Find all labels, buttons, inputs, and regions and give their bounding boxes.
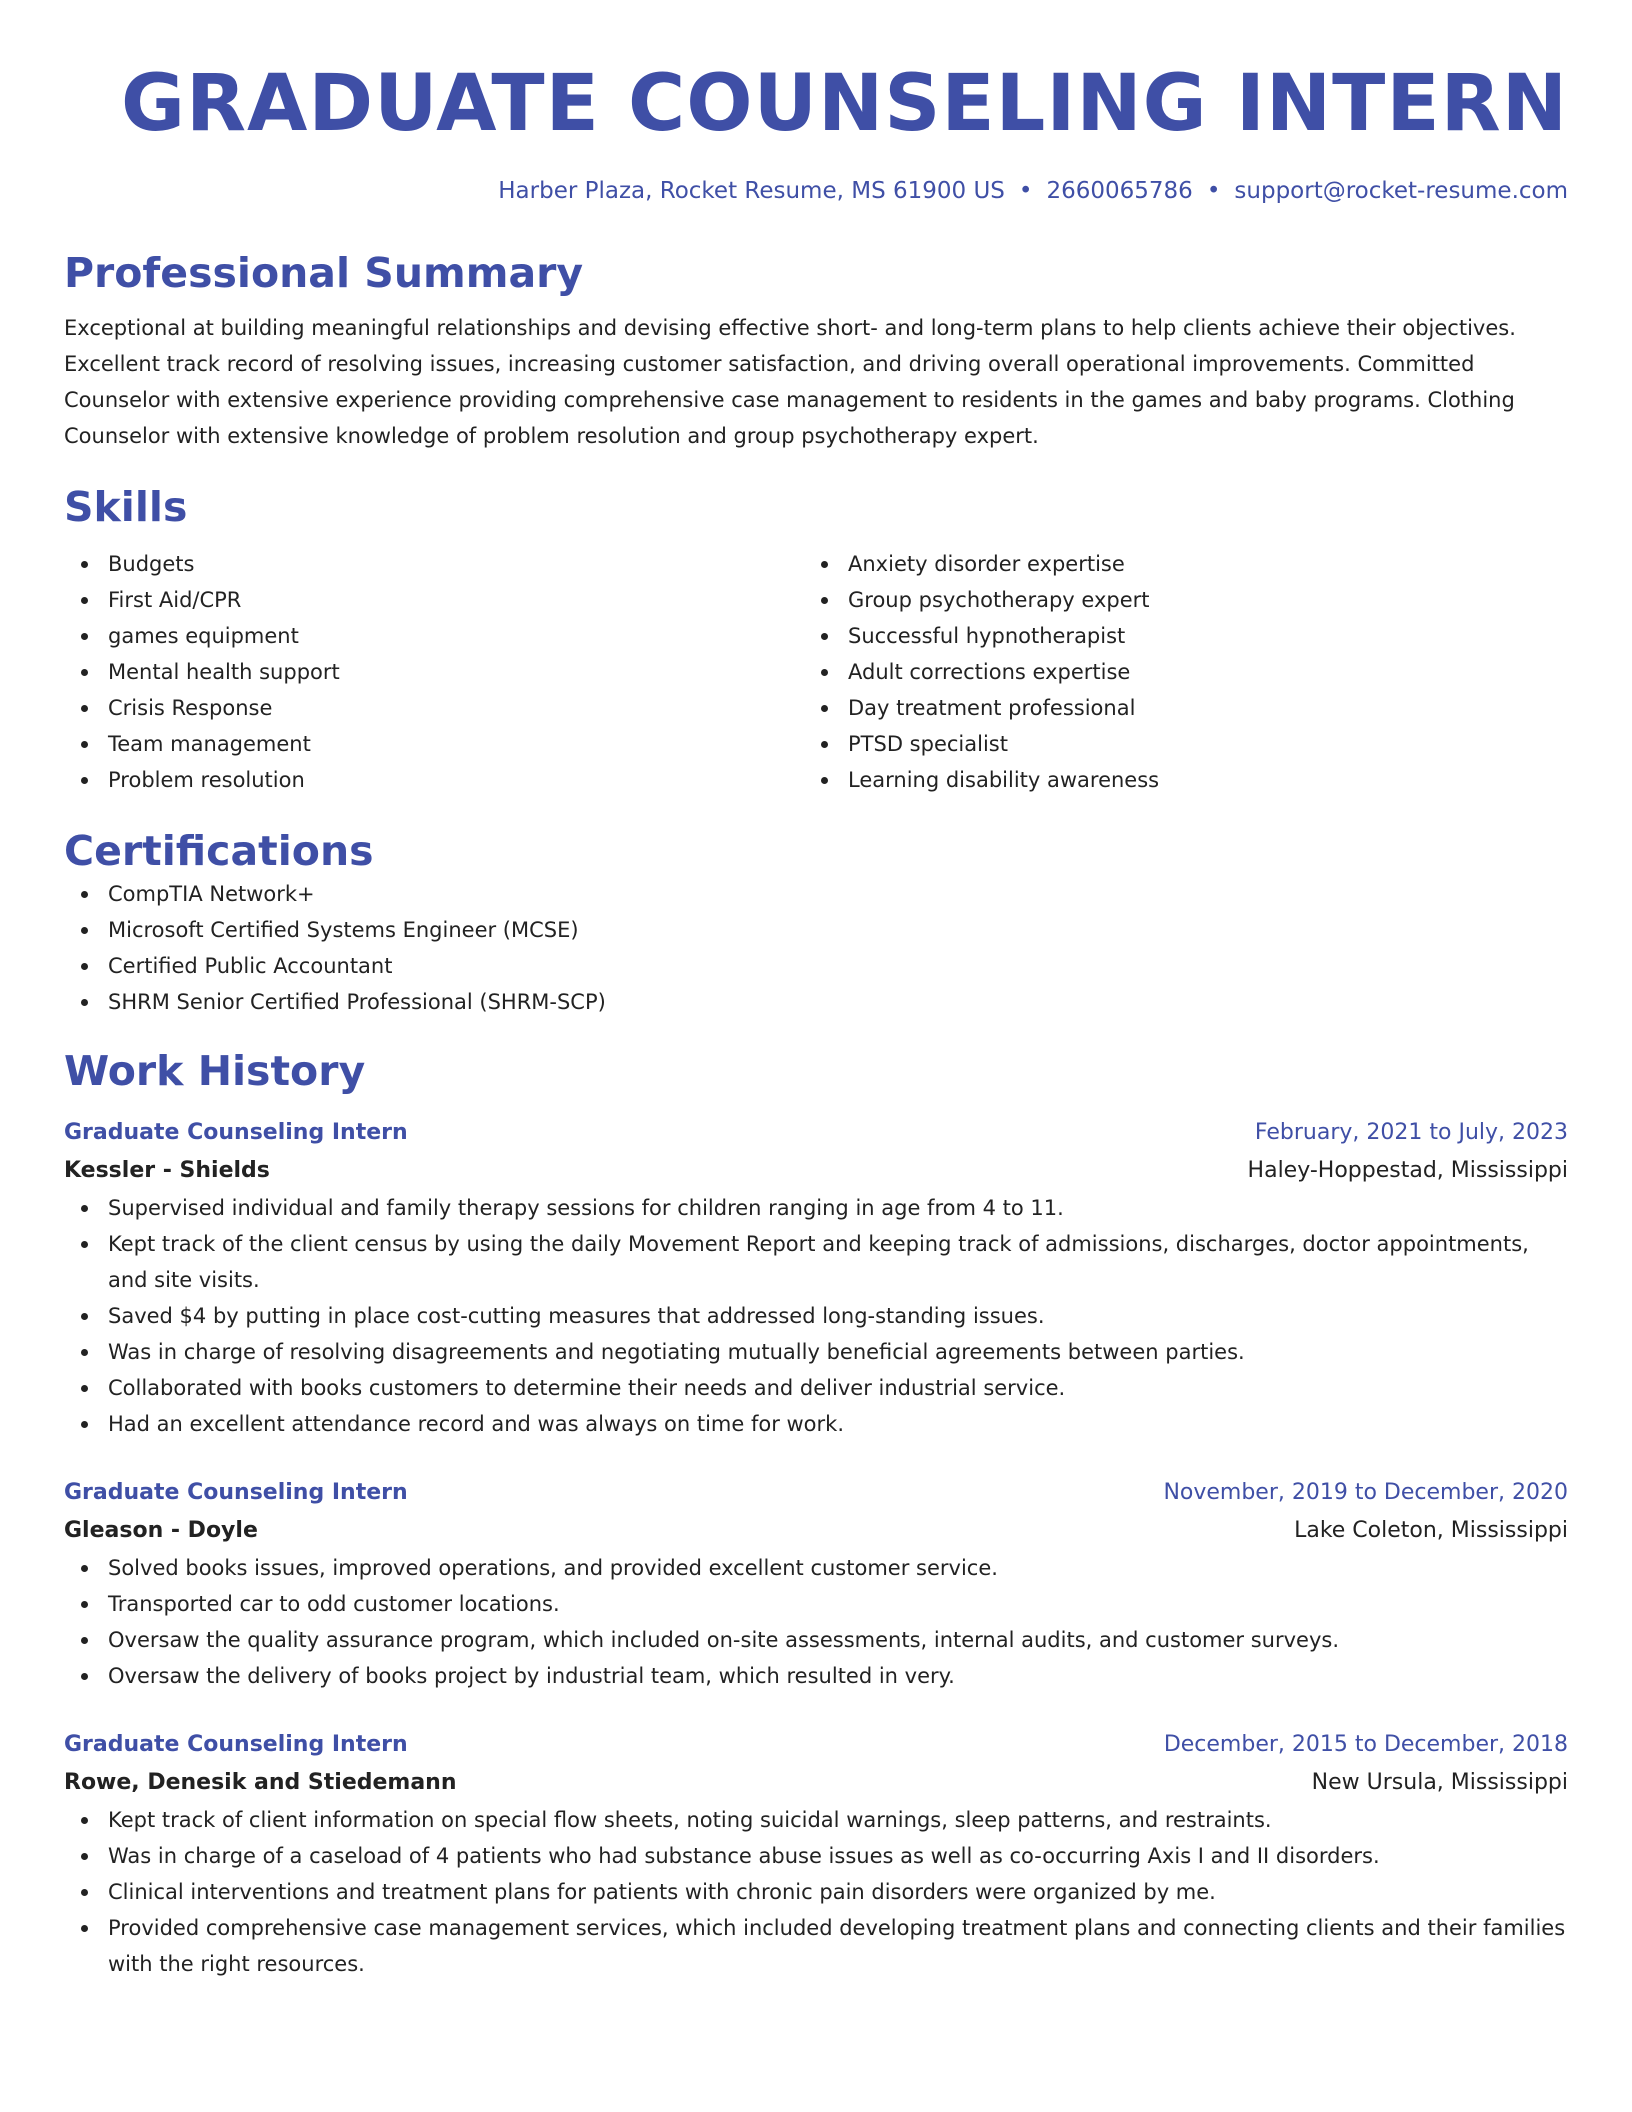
- contact-phone: 2660065786: [1046, 178, 1193, 204]
- skill-item: games equipment: [64, 618, 804, 654]
- skills-list-right: [804, 546, 1544, 798]
- job-duty: Had an excellent attendance record and was always on time for work.: [64, 1406, 1568, 1442]
- job-header-row: [64, 1726, 1568, 1764]
- skill-item: PTSD specialist: [804, 726, 1544, 762]
- job-duty: Oversaw the delivery of books project by industrial team, which resulted in very.: [64, 1658, 1568, 1694]
- work-history-heading: Work History: [64, 1047, 366, 1095]
- summary-heading: Professional Summary: [64, 249, 584, 297]
- contact-email: support@rocket-resume.com: [1234, 178, 1568, 204]
- skill-item: Successful hypnotherapist: [804, 618, 1544, 654]
- certification-item: SHRM Senior Certified Professional (SHRM-SCP): [64, 984, 1568, 1020]
- skill-item: Team management: [64, 726, 804, 762]
- skill-item: Problem resolution: [64, 762, 804, 798]
- job-company: Rowe, Denesik and Stiedemann: [64, 1770, 457, 1795]
- job-duty: Transported car to odd customer locations.: [64, 1586, 1568, 1622]
- summary-text: Exceptional at building meaningful relationships and devising effective short- and long-term plans to help clients achieve their objectives. Excellent track record of resolving issues, increasing customer satisfaction, and driving overall operational improvements. Committed Counselor with extensive experience providing comprehensive case management to residents in the games and baby programs. Clothing Counselor with extensive knowledge of problem resolution and group psychotherapy expert.: [64, 316, 1516, 448]
- skill-item: Adult corrections expertise: [804, 654, 1544, 690]
- certification-item: CompTIA Network+: [64, 876, 1568, 912]
- job-duty: Collaborated with books customers to determine their needs and deliver industrial service.: [64, 1370, 1568, 1406]
- job-duty: Provided comprehensive case management services, which included developing treatment plans and connecting clients and their families with the right resources.: [64, 1910, 1568, 1982]
- skill-item: Learning disability awareness: [804, 762, 1544, 798]
- resume-title: GRADUATE COUNSELING INTERN: [120, 59, 1568, 149]
- skill-item: Day treatment professional: [804, 690, 1544, 726]
- contact-separator: •: [1018, 178, 1033, 204]
- skill-item: Crisis Response: [64, 690, 804, 726]
- job-title: Graduate Counseling Intern: [64, 1732, 408, 1757]
- job-company: Gleason - Doyle: [64, 1518, 258, 1543]
- certifications-list: [64, 876, 1568, 1020]
- job-duty: Supervised individual and family therapy sessions for children ranging in age from 4 to 11.: [64, 1190, 1568, 1226]
- job-duty: Kept track of the client census by using the daily Movement Report and keeping track of admissions, discharges, doctor appointments, and site visits.: [64, 1226, 1568, 1298]
- skills-grid: [64, 546, 1568, 798]
- skills-column-right: [804, 546, 1544, 798]
- job-duties-list: [64, 1802, 1568, 1982]
- job-duty: Solved books issues, improved operations, and provided excellent customer service.: [64, 1550, 1568, 1586]
- job-location: Haley-Hoppestad, Mississippi: [1247, 1158, 1568, 1183]
- job-entry: [64, 1474, 1568, 1694]
- contact-separator: •: [1206, 178, 1221, 204]
- job-duty: Saved $4 by putting in place cost-cutting measures that addressed long-standing issues.: [64, 1298, 1568, 1334]
- contact-line: [64, 178, 1568, 204]
- job-duties-list: [64, 1550, 1568, 1694]
- job-header-row: [64, 1114, 1568, 1152]
- job-entry: [64, 1726, 1568, 1982]
- job-title: Graduate Counseling Intern: [64, 1120, 408, 1145]
- skill-item: Anxiety disorder expertise: [804, 546, 1544, 582]
- job-duty: Oversaw the quality assurance program, which included on-site assessments, internal audits, and customer surveys.: [64, 1622, 1568, 1658]
- skill-item: First Aid/CPR: [64, 582, 804, 618]
- job-title: Graduate Counseling Intern: [64, 1480, 408, 1505]
- skills-heading: Skills: [64, 483, 188, 531]
- skill-item: Mental health support: [64, 654, 804, 690]
- job-company: Kessler - Shields: [64, 1158, 270, 1183]
- job-location: New Ursula, Mississippi: [1311, 1770, 1568, 1795]
- job-duty: Kept track of client information on special flow sheets, noting suicidal warnings, sleep patterns, and restraints.: [64, 1802, 1568, 1838]
- job-dates: November, 2019 to December, 2020: [1163, 1480, 1568, 1505]
- skill-item: Budgets: [64, 546, 804, 582]
- job-duties-list: [64, 1190, 1568, 1442]
- job-location: Lake Coleton, Mississippi: [1294, 1518, 1568, 1543]
- job-company-row: [64, 1764, 1568, 1802]
- job-duty: Was in charge of a caseload of 4 patients who had substance abuse issues as well as co-occurring Axis I and II disorders.: [64, 1838, 1568, 1874]
- certification-item: Certified Public Accountant: [64, 948, 1568, 984]
- job-company-row: [64, 1512, 1568, 1550]
- certification-item: Microsoft Certified Systems Engineer (MCSE): [64, 912, 1568, 948]
- certifications-heading: Certifications: [64, 827, 374, 875]
- job-duty: Was in charge of resolving disagreements and negotiating mutually beneficial agreements between parties.: [64, 1334, 1568, 1370]
- contact-address: Harber Plaza, Rocket Resume, MS 61900 US: [498, 178, 1005, 204]
- job-dates: December, 2015 to December, 2018: [1163, 1732, 1568, 1757]
- job-dates: February, 2021 to July, 2023: [1254, 1120, 1568, 1145]
- job-company-row: [64, 1152, 1568, 1190]
- job-entry: [64, 1114, 1568, 1442]
- job-duty: Clinical interventions and treatment plans for patients with chronic pain disorders were organized by me.: [64, 1874, 1568, 1910]
- job-header-row: [64, 1474, 1568, 1512]
- skills-column-left: [64, 546, 804, 798]
- skill-item: Group psychotherapy expert: [804, 582, 1544, 618]
- skills-list-left: [64, 546, 804, 798]
